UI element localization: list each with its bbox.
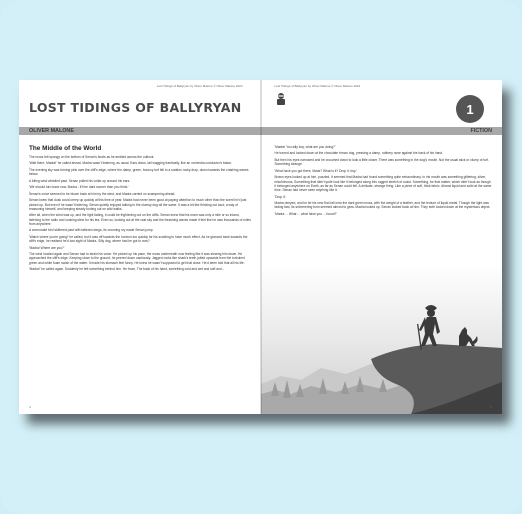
- book-gutter: [260, 80, 262, 414]
- left-body-text: [29, 155, 251, 274]
- paragraph: Senan's voice seemed to be blown back at him by the wind, and Madra carried on scampering ahead.: [29, 191, 176, 196]
- paragraph: A cormorake bird skittered past with tattered wings, its crooning cry made Senan jump.: [29, 228, 154, 233]
- page-number-left: 4: [29, 405, 31, 409]
- author-name: OLIVER MALONE: [29, 128, 74, 134]
- page-number-right: 5: [490, 405, 492, 409]
- paragraph: 'What have you got there, Madz? What is it? Drop it, boy.': [274, 168, 357, 173]
- right-body-text: [275, 145, 493, 218]
- running-head-left: Lost Tidings of Ballyryan by Oliver Malone © Oliver Malone 2024: [156, 84, 243, 88]
- left-page: [19, 80, 261, 414]
- genre-band: [261, 127, 503, 135]
- paragraph: Madra obeyed, and he let his new find fall onto the dark green moss, with the weight of a feather, and the texture of liquid metal. Though the light was fading fast, its shimmering form seemed almost to glow. Madra looked up. Senan looked back at him. They both looked down at the mysterious object.: [274, 201, 491, 210]
- paragraph: But then his eyes narrowed and he crouched down to look a little closer. There was something in the dog's mouth. Not the usual stick or clump of turf. Something strange.: [274, 157, 489, 167]
- paragraph: 'Madra! You silly boy, what are you doing?': [274, 145, 336, 149]
- chapter-title: The Middle of the World: [29, 145, 102, 152]
- cliff-illustration: [261, 264, 502, 414]
- paragraph: He turned and looked down at the chocolate brown dog, pressing a damp, rubbery nose against the back of his hand.: [274, 151, 444, 156]
- paragraph: 'Wait there, Madra!' he called ahead. Madra wasn't listening, as usual. Ears down, tail wagging frantically, like an orchestra conductor's baton.: [29, 161, 233, 166]
- paragraph: 'Watch where you're going!' he called, but it was off towards the horizon too quickly for his scolding to have much effect. As he glanced back towards the cliff's edge, he realised he'd lost sight of Madra. Silly dog, where had he got to now?: [29, 234, 248, 244]
- paragraph: After all, when the wind was up, and the light fading, it could be frightening out on the cliffs. Senan knew that his mam was only a mile or so inland, listening to the radio and cooking stew for his tea. Even so, looking out at the vast sky and the thrashing waves made it feel like he was thousands of miles from anywhere.: [29, 213, 251, 226]
- paragraph: A biting wind whistled past. Senan pulled his collar up around his ears.: [29, 178, 131, 183]
- book-title: LOST TIDINGS OF BALLYRYAN: [29, 100, 242, 115]
- book-spread: [19, 80, 502, 414]
- running-head-right: Lost Tidings of Ballyryan by Oliver Malone © Oliver Malone 2024: [274, 84, 361, 88]
- author-band: [19, 127, 261, 135]
- paragraph: 'Madra! Where are you?': [29, 245, 65, 250]
- genre-label: FICTION: [470, 128, 492, 134]
- paragraph: Brown eyes looked up at him, puzzled. It seemed that Madra had found something quite extraordinary. In his mouth was something glittering, silver, mischievous. Something that didn't quite look like it belonged along this rugged stretch of coast. Something, for that matter, which didn't look as though it belonged anywhere on Earth, as far as Senan could tell. A delicate, strange thing. Like a piece of soft, thick fabric. Almost liquid and solid at the same time. Senan had never seen anything like it.: [274, 175, 492, 193]
- paragraph: 'We should turn back now, Madra - it'll be dark sooner than you think.': [29, 185, 129, 190]
- paragraph: 'Madra ... What ... what have you ... found?': [274, 211, 337, 216]
- paragraph: 'Drop it.': [274, 194, 287, 199]
- right-page: [261, 80, 503, 414]
- paragraph: The evening sky was turning pink over the cliff's edge, where the damp, green, bouncy turf fell to a sudden rocky drop, down towards the crashing waves below.: [29, 167, 249, 177]
- paragraph: The moss felt spongy on the bottom of Senan's boots as he ambled across the outlook.: [29, 155, 155, 159]
- publisher-logo-icon: [275, 92, 287, 106]
- chapter-number-badge: 1: [456, 95, 484, 123]
- paragraph: 'Madra!' he called again. Suddenly he felt something behind him. He froze. The back of his hand, something cold and wet and soft and...: [29, 267, 225, 272]
- paragraph: Senan knew that dusk could creep up quickly at this time of year. Madra had never been good at paying attention to much other than the scent he'd just picked up. But even if he wasn't listening, Senan quietly enjoyed talking to the clumsy dog all the same. It was a bit like thinking out loud; a way of reassuring himself, and keeping steady footing out on wild walks.: [29, 198, 247, 211]
- paragraph: The wind howled again and Senan had to strain his voice. He picked up his pace, the moss underneath now feeling like it was slowing him down. He approached the cliff's edge. Keeping close to the ground, he peered down cautiously. Jagged rocks like shark's teeth jutted upwards from the turbulent green and white foam swish of the water. It made his stomach feel funny. He knew he wasn't supposed to get that close. He'd been told that all his life.: [29, 252, 245, 265]
